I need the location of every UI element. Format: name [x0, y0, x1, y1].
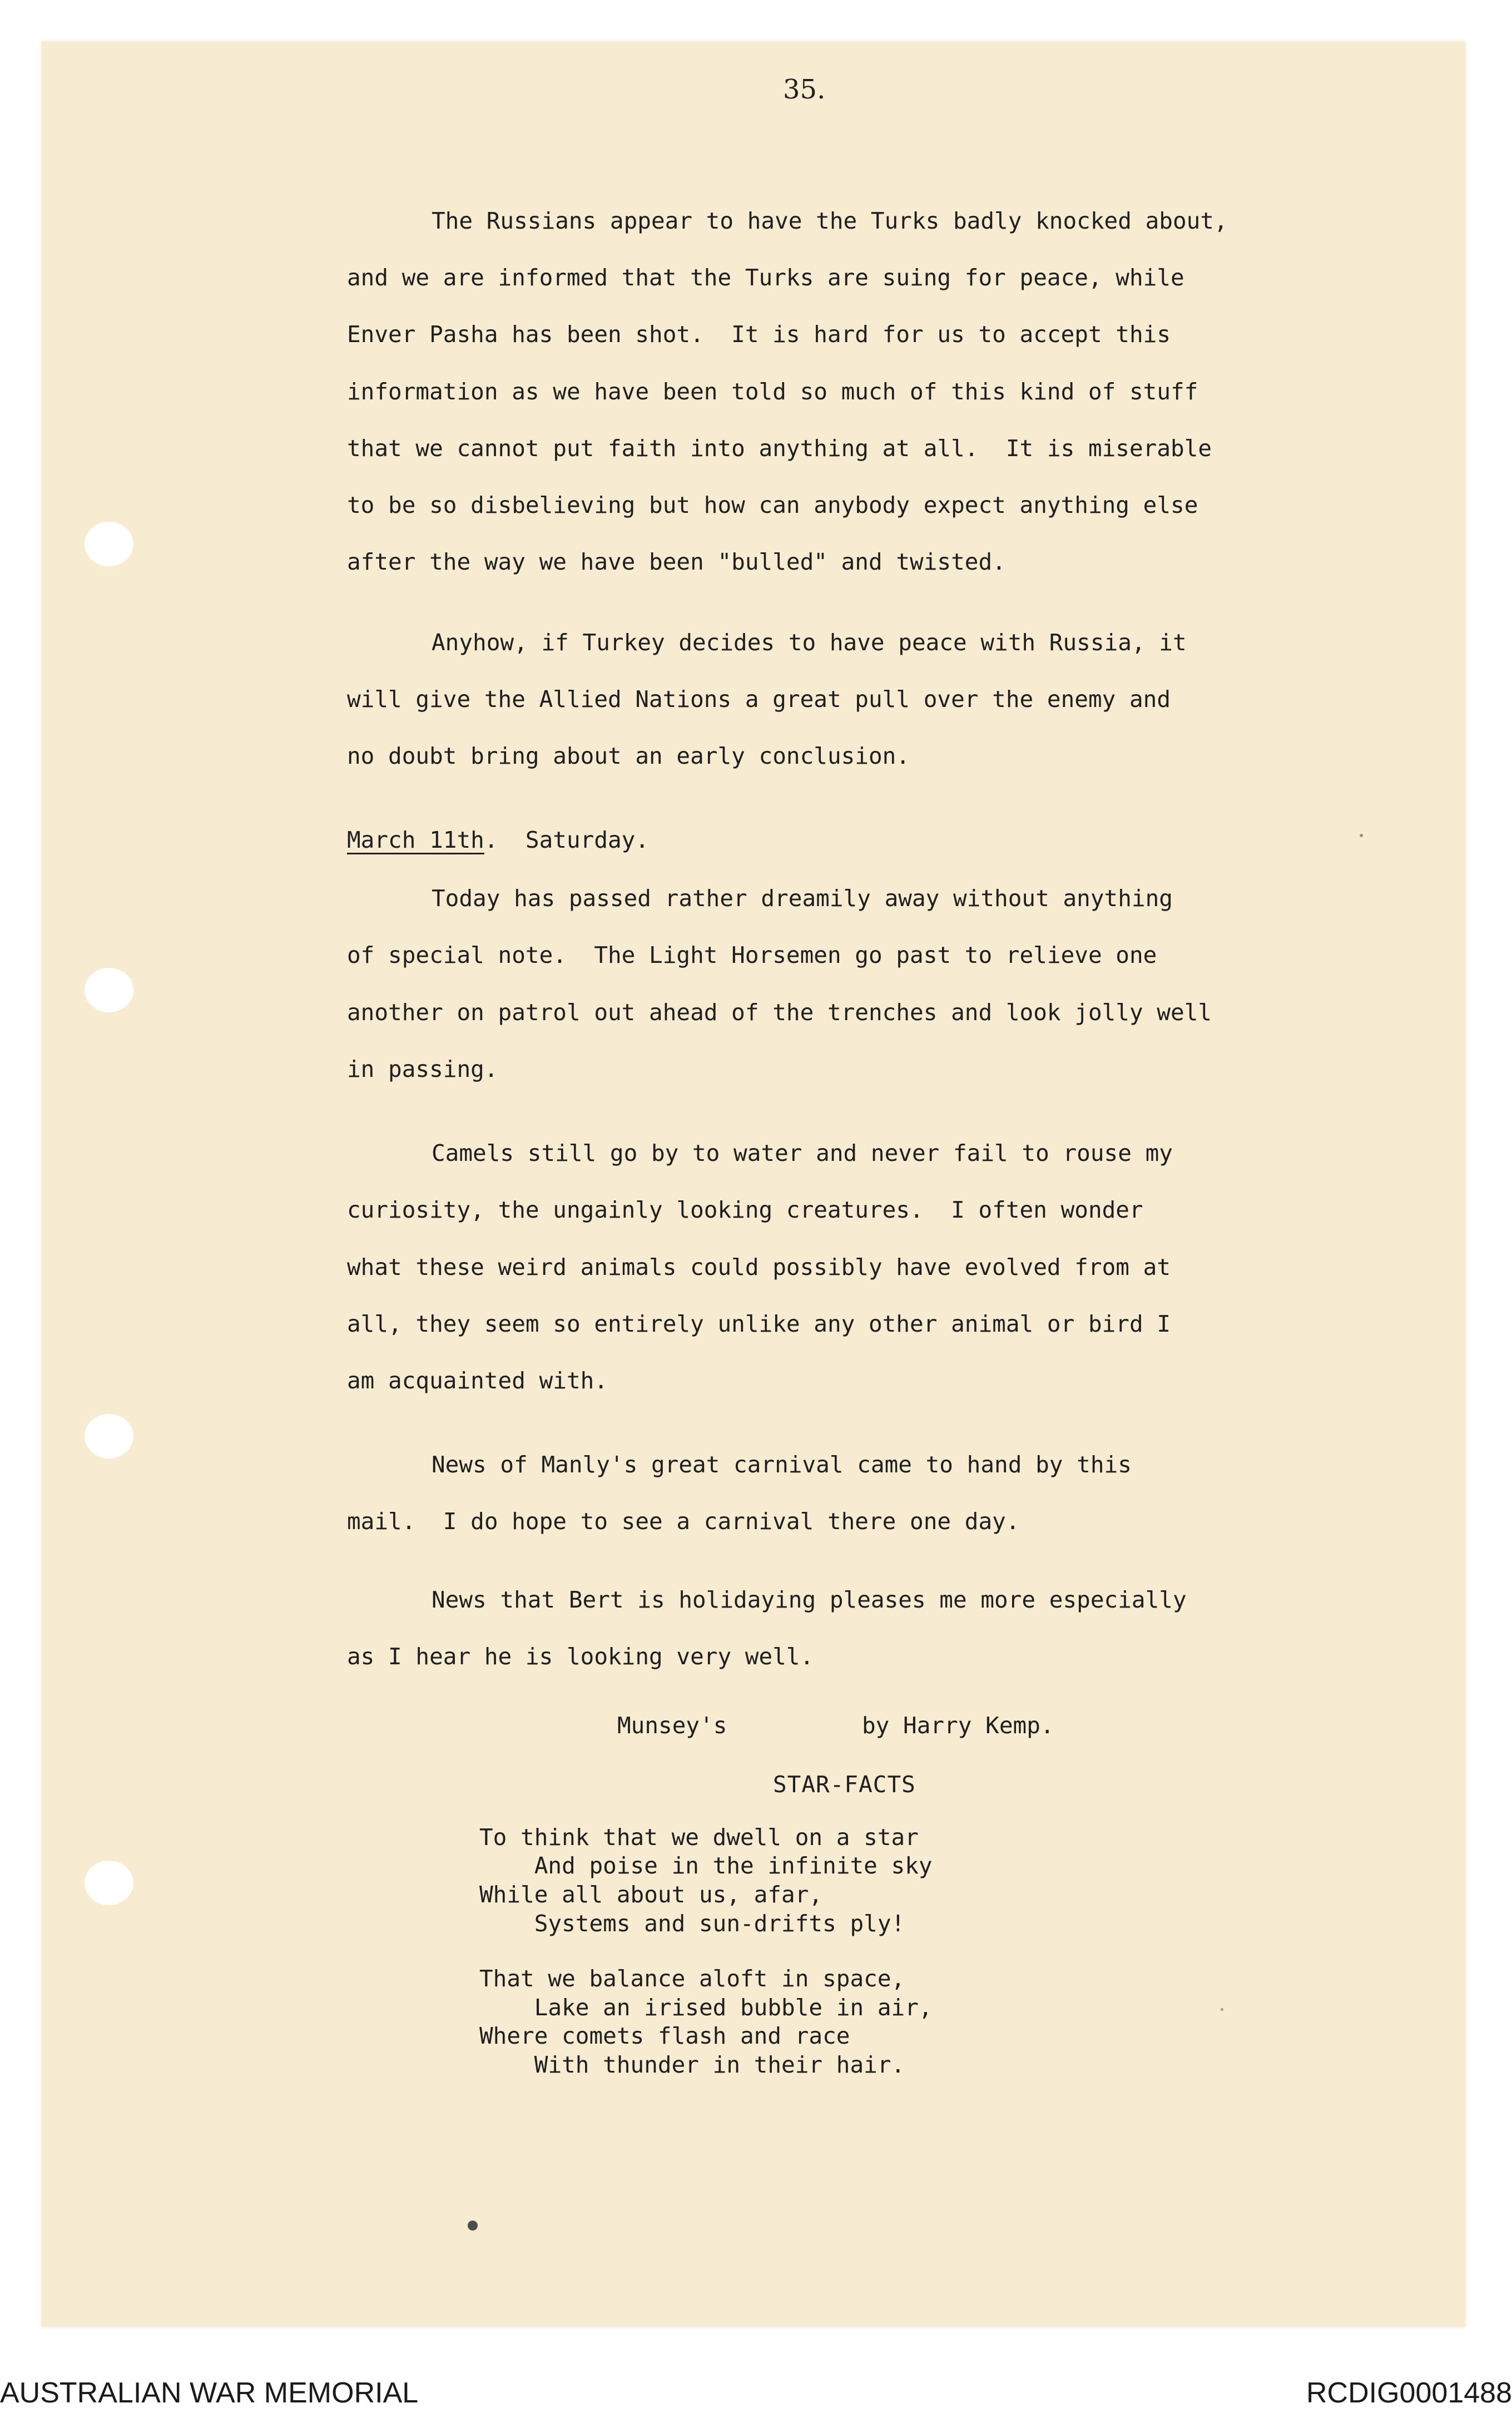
text-line: information as we have been told so much of this kind of stuff [347, 378, 1198, 405]
text-line: curiosity, the ungainly looking creatures. I often wonder [347, 1196, 1143, 1223]
punch-hole [85, 522, 133, 566]
text-line: Camels still go by to water and never fail to rouse my [432, 1140, 1173, 1166]
punch-hole [85, 1414, 133, 1458]
text-line: mail. I do hope to see a carnival there one day. [347, 1508, 1020, 1535]
archive-institution: AUSTRALIAN WAR MEMORIAL [0, 2377, 419, 2409]
ink-speck [1360, 834, 1363, 837]
poem-line: That we balance aloft in space, [479, 1965, 905, 1992]
text-line: The Russians appear to have the Turks badly knocked about, [432, 207, 1228, 234]
text-line: Anyhow, if Turkey decides to have peace with Russia, it [432, 629, 1187, 656]
poem-line: And poise in the infinite sky [479, 1852, 933, 1879]
text-line: Today has passed rather dreamily away without anything [432, 885, 1173, 912]
entry-heading [347, 829, 649, 852]
ink-speck [1221, 2008, 1223, 2011]
text-line: no doubt bring about an early conclusion. [347, 743, 910, 769]
poem-author: by Harry Kemp. [862, 1712, 1054, 1739]
text-line: after the way we have been "bulled" and twisted. [347, 548, 1006, 575]
text-line: Enver Pasha has been shot. It is hard for us to accept this [347, 321, 1171, 348]
text-line: that we cannot put faith into anything at all. It is miserable [347, 435, 1212, 462]
poem-line: Lake an irised bubble in air, [479, 1994, 933, 2021]
text-line: will give the Allied Nations a great pull over the enemy and [347, 686, 1171, 713]
poem-title: STAR-FACTS [773, 1771, 916, 1798]
poem-line: Where comets flash and race [479, 2023, 850, 2049]
text-line: all, they seem so entirely unlike any other animal or bird I [347, 1311, 1171, 1337]
entry-date: March 11th [347, 827, 484, 853]
entry-day: . Saturday. [484, 827, 650, 853]
text-line: as I hear he is looking very well. [347, 1643, 814, 1670]
text-line: another on patrol out ahead of the trenches and look jolly well [347, 999, 1212, 1026]
poem-line: With thunder in their hair. [479, 2051, 905, 2078]
poem-line: Systems and sun-drifts ply! [479, 1910, 905, 1937]
text-line: and we are informed that the Turks are suing for peace, while [347, 264, 1184, 291]
page-number: 35. [783, 74, 826, 105]
punch-hole [85, 968, 133, 1012]
text-line: of special note. The Light Horsemen go past to relieve one [347, 942, 1157, 968]
poem-line: To think that we dwell on a star [479, 1824, 919, 1851]
text-line: in passing. [347, 1056, 498, 1082]
archive-record-id: RCDIG0001488 [1306, 2377, 1512, 2409]
poem-source: Munsey's [617, 1712, 727, 1739]
text-line: News that Bert is holidaying pleases me more especially [432, 1586, 1187, 1613]
text-line: what these weird animals could possibly have evolved from at [347, 1254, 1171, 1280]
punch-hole [85, 1861, 133, 1905]
text-line: to be so disbelieving but how can anybody expect anything else [347, 492, 1198, 518]
ink-speck [468, 2221, 478, 2231]
text-line: News of Manly's great carnival came to hand by this [432, 1451, 1132, 1478]
text-line: am acquainted with. [347, 1367, 608, 1394]
poem-line: While all about us, afar, [479, 1881, 823, 1908]
